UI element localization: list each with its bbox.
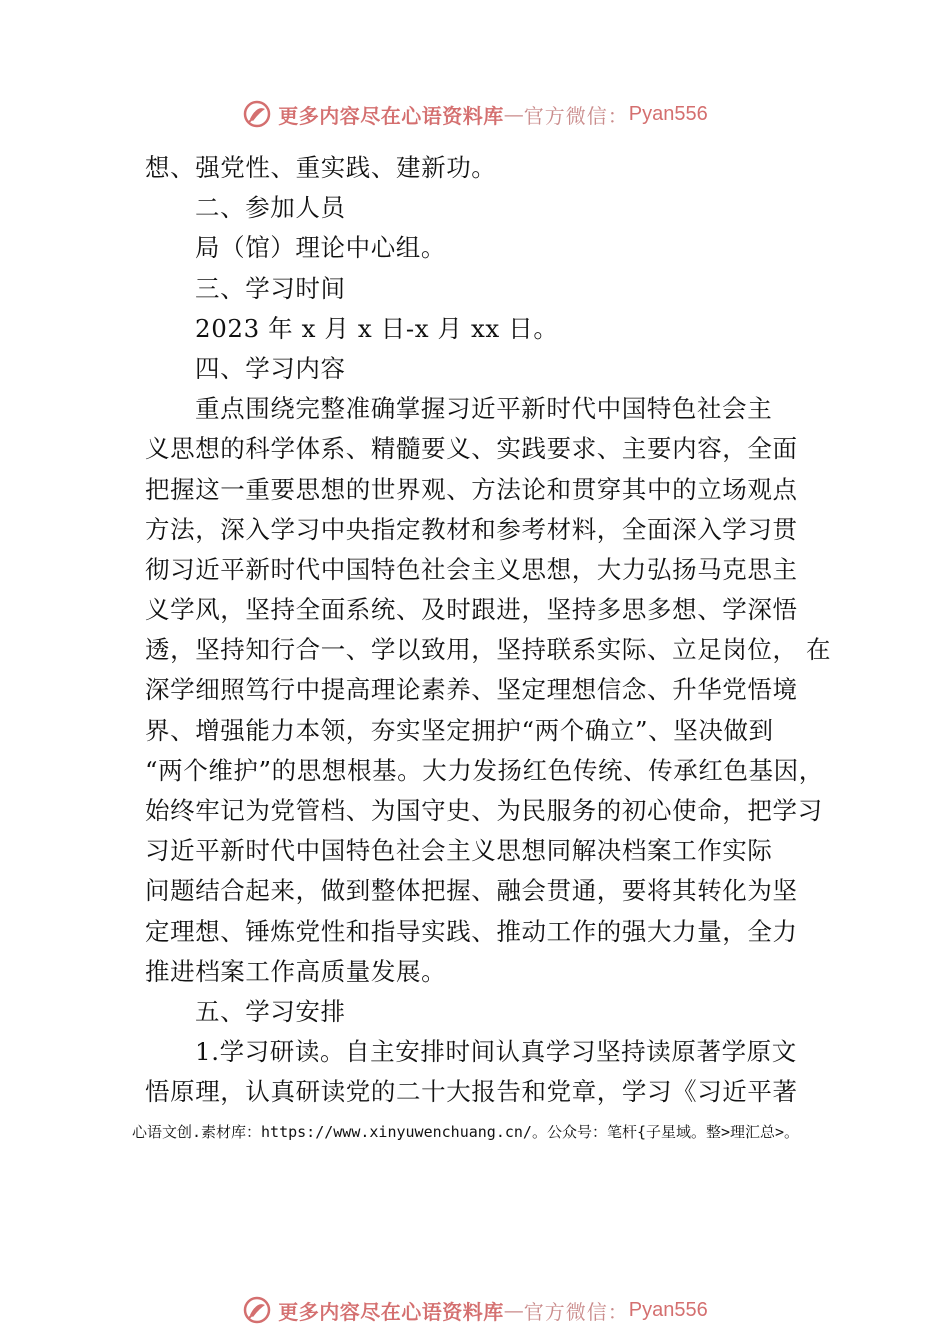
document-line: 方法，深入学习中央指定教材和参考材料，全面深入学习贯 xyxy=(145,514,798,544)
document-line: 透，坚持知行合一、学以致用，坚持联系实际、立足岗位， 在 xyxy=(145,635,832,665)
banner-wechat-label: 官方微信： xyxy=(523,103,629,128)
banner-wechat-label: 官方微信： xyxy=(523,1299,629,1324)
document-line: 把握这一重要思想的世界观、方法论和贯穿其中的立场观点 xyxy=(145,474,798,504)
document-line: 义学风，坚持全面系统、及时跟进，坚持多思多想、学深悟 xyxy=(145,595,798,625)
banner-separator: — xyxy=(503,1298,524,1322)
document-line: 义思想的科学体系、精髓要义、实践要求、主要内容，全面 xyxy=(145,434,798,464)
pen-swirl-logo-icon xyxy=(242,99,272,129)
source-footer-note: 心语文创.素材库：https://www.xinyuwenchuang.cn/。公众号：笔杆{子星域。整>理汇总>。 xyxy=(132,1123,800,1141)
document-line: 三、学习时间 xyxy=(195,273,346,303)
document-line: 重点围绕完整准确掌握习近平新时代中国特色社会主 xyxy=(195,394,773,424)
document-line: 想、强党性、重实践、建新功。 xyxy=(145,153,497,182)
document-line: 2023 年 x 月 x 日-x 月 xx 日。 xyxy=(195,313,559,343)
document-line: 悟原理，认真研读党的二十大报告和党章，学习《习近平著 xyxy=(145,1077,798,1107)
bottom-watermark-banner xyxy=(0,1290,950,1330)
document-line: 问题结合起来，做到整体把握、融会贯通，要将其转化为坚 xyxy=(145,876,798,906)
top-watermark-banner xyxy=(0,94,950,134)
document-line: 深学细照笃行中提高理论素养、坚定理想信念、升华党悟境 xyxy=(145,675,798,705)
document-line: 定理想、锤炼党性和指导实践、推动工作的强大力量，全力 xyxy=(145,916,798,946)
document-line: 局（馆）理论中心组。 xyxy=(195,233,446,263)
banner-wechat-id: Pyan556 xyxy=(628,102,708,125)
document-line: “两个维护”的思想根基。大力发扬红色传统、传承红色基因， xyxy=(145,755,824,785)
document-line: 界、增强能力本领，夯实坚定拥护“两个确立”、坚决做到 xyxy=(145,715,774,745)
banner-wechat-id: Pyan556 xyxy=(628,1298,708,1321)
document-line: 五、学习安排 xyxy=(195,996,346,1026)
pen-swirl-logo-icon xyxy=(242,1295,272,1325)
document-body xyxy=(145,148,832,1113)
document-line: 1.学习研读。自主安排时间认真学习坚持读原著学原文 xyxy=(195,1037,797,1067)
document-line: 二、参加人员 xyxy=(195,193,346,223)
banner-separator: — xyxy=(503,102,524,126)
document-line: 始终牢记为党管档、为国守史、为民服务的初心使命，把学习 xyxy=(145,796,823,825)
banner-main-text: 更多内容尽在心语资料库 xyxy=(278,1299,504,1324)
document-line: 推进档案工作高质量发展。 xyxy=(145,956,447,986)
document-line: 彻习近平新时代中国特色社会主义思想，大力弘扬马克思主 xyxy=(145,554,798,584)
banner-main-text: 更多内容尽在心语资料库 xyxy=(278,103,504,128)
document-line: 四、学习内容 xyxy=(195,353,346,383)
document-line: 习近平新时代中国特色社会主义思想同解决档案工作实际 xyxy=(145,836,773,866)
